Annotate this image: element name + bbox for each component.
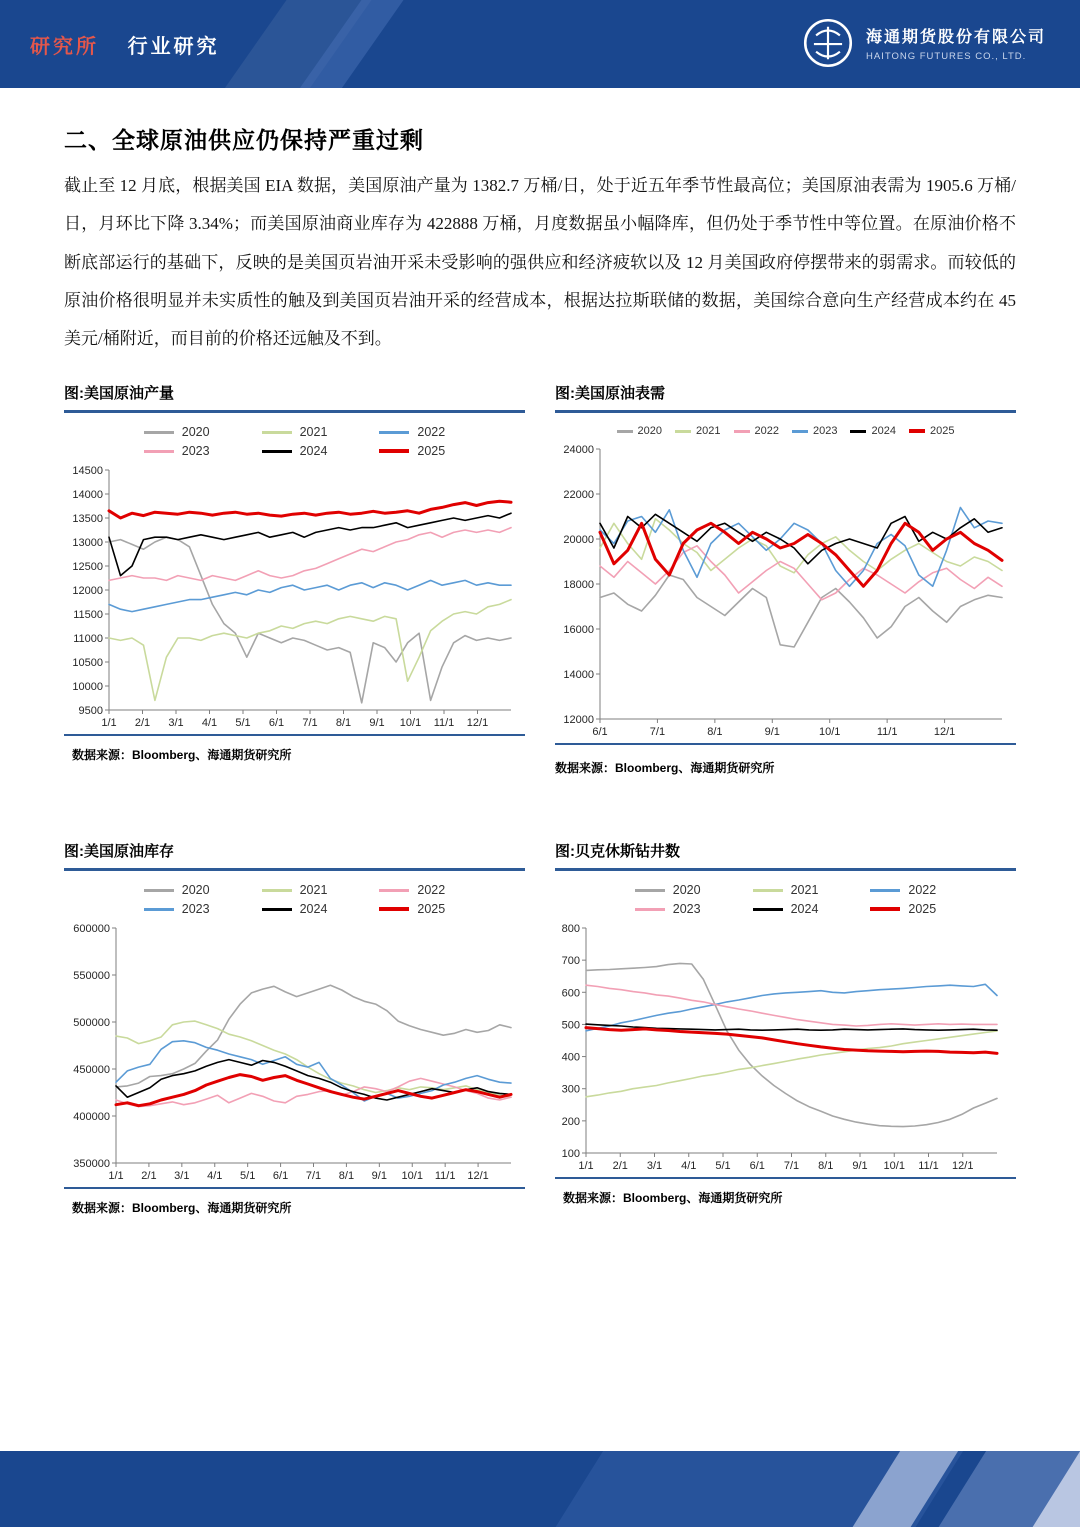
x-tick-label: 6/1	[592, 726, 608, 739]
series-line-2024	[109, 513, 511, 575]
x-tick-label: 3/1	[646, 1160, 663, 1173]
chart-block-production	[64, 382, 525, 776]
x-tick-label: 7/1	[302, 717, 318, 730]
main-content	[64, 88, 1016, 1216]
series-line-2022	[600, 546, 1002, 600]
x-tick-label: 11/1	[434, 1170, 456, 1183]
legend-swatch	[379, 907, 409, 911]
legend-swatch	[635, 889, 665, 892]
x-tick-label: 12/1	[952, 1160, 974, 1173]
line-chart-production	[64, 462, 519, 732]
x-tick-label: 4/1	[681, 1160, 697, 1173]
x-tick-label: 1/1	[578, 1160, 594, 1173]
legend-item-2020	[617, 425, 662, 437]
legend-label: 2025	[929, 425, 955, 438]
legend-item-2022	[379, 425, 445, 439]
legend-item-2023	[635, 902, 701, 916]
x-tick-label: 12/1	[467, 1170, 489, 1183]
legend-item-2023	[144, 902, 210, 916]
x-tick-label: 2/1	[134, 717, 151, 730]
header-left-labels	[30, 30, 220, 59]
chart-rule	[64, 734, 525, 736]
section-title: 二、全球原油供应仍保持严重过剩	[64, 127, 424, 153]
x-tick-label: 12/1	[466, 717, 489, 730]
series-line-2025	[109, 501, 511, 518]
chart-title: 图:贝克休斯钻井数	[555, 843, 680, 861]
legend-swatch	[617, 430, 633, 433]
legend-label: 2021	[299, 425, 328, 440]
source-note: 数据来源：Bloomberg、海通期货研究所	[555, 761, 775, 776]
x-tick-label: 7/1	[783, 1160, 800, 1173]
legend-item-2025	[379, 444, 445, 458]
chart-block-demand	[555, 382, 1016, 776]
company-name-en: HAITONG FUTURES CO., LTD.	[865, 51, 1027, 62]
industry-research-label: 行业研究	[127, 36, 220, 58]
legend-label: 2022	[908, 883, 937, 898]
body-paragraph: 截止至 12 月底，根据美国 EIA 数据，美国原油产量为 1382.7 万桶/日，处于近五年季节性最高位；美国原油表需为 1905.6 万桶/日，月环比下降 3.34%；而美国原油商业库存为 422888 万桶，月度数据虽小幅降库，但仍处于季节性中等位置。在原油价格不断底部运行的基础下，反映的是美国页岩油开采未受影响的强供应和经济疲软以及 12 月美国政府停摆带来的弱需求。而较低的原油价格很明显并未实质性的触及到美国页岩油开采的经营成本，根据达拉斯联储的数据，美国综合意向生产经营成本约在 45 美元/桶附近，而目前的价格还远触及不到。	[64, 176, 1016, 348]
legend-label: 2024	[299, 902, 328, 917]
legend-label: 2023	[672, 902, 701, 917]
x-tick-label: 1/1	[101, 717, 117, 730]
legend-row	[617, 425, 955, 437]
legend-swatch	[262, 908, 292, 911]
company-name-block	[866, 24, 1046, 62]
y-tick-label: 800	[561, 923, 580, 936]
legend-label: 2020	[637, 425, 663, 438]
source-note: 数据来源：Bloomberg、海通期货研究所	[563, 1191, 783, 1206]
legend-item-2021	[753, 883, 819, 897]
legend-swatch	[144, 889, 174, 892]
legend-swatch	[144, 450, 174, 453]
x-tick-label: 2/1	[612, 1160, 628, 1173]
title-rule	[555, 410, 1016, 413]
source-note: 数据来源：Bloomberg、海通期货研究所	[72, 748, 292, 763]
legend-label: 2023	[181, 444, 210, 459]
series-line-2020	[600, 575, 1002, 647]
legend-item-2024	[850, 425, 895, 437]
y-tick-label: 350000	[73, 1158, 110, 1171]
series-line-2020	[586, 964, 997, 1127]
y-tick-label: 12000	[72, 585, 103, 598]
y-tick-label: 14000	[563, 669, 594, 682]
x-tick-label: 11/1	[433, 717, 455, 730]
y-tick-label: 600000	[73, 923, 110, 936]
y-tick-label: 550000	[73, 970, 110, 983]
chart-rule	[64, 1187, 525, 1189]
legend-swatch	[734, 430, 750, 433]
legend-item-2024	[262, 444, 328, 458]
legend-swatch	[144, 431, 174, 434]
y-tick-label: 10000	[72, 681, 103, 694]
x-tick-label: 6/1	[268, 717, 285, 730]
legend-swatch	[909, 429, 925, 433]
legend-label: 2022	[417, 883, 446, 898]
legend-swatch	[262, 889, 292, 892]
y-tick-label: 20000	[563, 534, 594, 547]
x-tick-label: 6/1	[749, 1160, 765, 1173]
chart-block-inventory	[64, 840, 525, 1216]
y-tick-label: 500000	[73, 1017, 110, 1030]
source-note: 数据来源：Bloomberg、海通期货研究所	[72, 1201, 292, 1216]
line-chart-demand	[555, 441, 1010, 741]
x-tick-label: 7/1	[649, 726, 666, 739]
x-tick-label: 10/1	[399, 717, 422, 730]
legend-label: 2023	[181, 902, 210, 917]
legend-row	[144, 444, 445, 458]
y-tick-label: 11500	[73, 609, 103, 622]
y-tick-label: 700	[561, 955, 580, 968]
legend-label: 2024	[299, 444, 328, 459]
x-tick-label: 10/1	[883, 1160, 905, 1173]
x-tick-label: 7/1	[305, 1170, 322, 1183]
legend-label: 2021	[696, 425, 721, 438]
y-tick-label: 600	[561, 987, 580, 1000]
series-line-2023	[600, 508, 1002, 587]
legend-item-2024	[262, 902, 328, 916]
legend-row	[635, 883, 936, 897]
x-tick-label: 8/1	[338, 1170, 355, 1183]
legend-item-2023	[144, 444, 210, 458]
y-tick-label: 18000	[563, 579, 594, 592]
x-tick-label: 5/1	[715, 1160, 731, 1173]
x-tick-label: 3/1	[174, 1170, 190, 1183]
series-line-2023	[586, 985, 997, 1026]
y-tick-label: 10500	[72, 657, 103, 670]
legend-label: 2022	[754, 425, 779, 438]
title-rule	[64, 410, 525, 413]
chart-rule	[555, 743, 1016, 745]
x-tick-label: 10/1	[819, 726, 841, 739]
footer-bar	[0, 1451, 1080, 1527]
y-tick-label: 12000	[563, 714, 594, 727]
y-tick-label: 24000	[563, 444, 594, 457]
y-tick-label: 11000	[73, 633, 103, 646]
chart-legend	[64, 883, 525, 916]
legend-label: 2020	[672, 883, 701, 898]
legend-row	[635, 902, 936, 916]
legend-label: 2023	[813, 425, 838, 438]
legend-swatch	[379, 449, 409, 453]
x-tick-label: 5/1	[235, 717, 251, 730]
legend-swatch	[379, 431, 409, 434]
legend-swatch	[792, 430, 808, 433]
legend-label: 2025	[417, 444, 446, 459]
series-line-2021	[586, 1031, 997, 1097]
y-tick-label: 13000	[72, 537, 103, 550]
x-tick-label: 8/1	[818, 1160, 834, 1173]
y-tick-label: 9500	[78, 705, 103, 718]
legend-swatch	[870, 907, 900, 911]
legend-item-2021	[262, 425, 328, 439]
haitong-logo-icon	[802, 17, 854, 69]
x-tick-label: 9/1	[371, 1170, 387, 1183]
title-rule	[555, 868, 1016, 871]
legend-label: 2025	[417, 902, 446, 917]
x-tick-label: 6/1	[272, 1170, 289, 1183]
legend-swatch	[262, 450, 292, 453]
legend-swatch	[850, 430, 866, 433]
legend-swatch	[144, 908, 174, 911]
y-tick-label: 400000	[73, 1111, 110, 1124]
legend-item-2025	[870, 902, 936, 916]
series-line-2025	[586, 1028, 997, 1054]
legend-item-2023	[792, 425, 837, 437]
y-tick-label: 22000	[563, 489, 594, 502]
legend-item-2025	[379, 902, 445, 916]
x-tick-label: 5/1	[240, 1170, 256, 1183]
header-bar	[0, 0, 1080, 88]
chart-legend	[64, 425, 525, 458]
company-name-cn: 海通期货股份有限公司	[865, 29, 1046, 46]
x-tick-label: 4/1	[201, 717, 218, 730]
y-tick-label: 100	[561, 1148, 580, 1161]
y-tick-label: 13500	[72, 513, 103, 526]
chart-legend	[555, 425, 1016, 437]
legend-item-2020	[144, 883, 210, 897]
y-tick-label: 12500	[72, 561, 103, 574]
chart-rule	[555, 1177, 1016, 1179]
y-tick-label: 500	[561, 1019, 580, 1032]
legend-item-2025	[909, 425, 954, 437]
y-tick-label: 400	[561, 1051, 580, 1064]
legend-label: 2022	[417, 425, 446, 440]
x-tick-label: 11/1	[918, 1160, 939, 1173]
x-tick-label: 4/1	[207, 1170, 223, 1183]
chart-block-rig-count	[555, 840, 1016, 1216]
y-tick-label: 200	[561, 1116, 580, 1129]
chart-title: 图:美国原油产量	[64, 385, 174, 403]
x-tick-label: 9/1	[764, 726, 780, 739]
series-line-2025	[116, 1075, 511, 1106]
legend-row	[144, 425, 445, 439]
legend-swatch	[753, 908, 783, 911]
institute-label: 研究所	[30, 36, 99, 58]
line-chart-rig-count	[555, 920, 1005, 1175]
x-tick-label: 9/1	[852, 1160, 868, 1173]
x-tick-label: 2/1	[141, 1170, 157, 1183]
x-tick-label: 1/1	[108, 1170, 124, 1183]
y-tick-label: 450000	[73, 1064, 110, 1077]
legend-label: 2025	[908, 902, 937, 917]
legend-item-2022	[870, 883, 936, 897]
legend-swatch	[262, 431, 292, 434]
legend-swatch	[675, 430, 691, 433]
series-line-2020	[116, 986, 511, 1088]
chart-title: 图:美国原油库存	[64, 843, 174, 861]
charts-grid	[64, 382, 1016, 1216]
legend-label: 2021	[790, 883, 819, 898]
legend-swatch	[870, 889, 900, 892]
legend-swatch	[635, 908, 665, 911]
chart-legend	[555, 883, 1016, 916]
y-tick-label: 14500	[72, 465, 103, 478]
company-brand	[802, 17, 1046, 69]
x-tick-label: 8/1	[707, 726, 723, 739]
x-tick-label: 9/1	[369, 717, 385, 730]
legend-item-2021	[262, 883, 328, 897]
legend-row	[144, 902, 445, 916]
legend-item-2022	[379, 883, 445, 897]
y-tick-label: 300	[561, 1083, 580, 1096]
legend-row	[144, 883, 445, 897]
x-tick-label: 3/1	[168, 717, 184, 730]
x-tick-label: 8/1	[335, 717, 352, 730]
legend-item-2022	[734, 425, 779, 437]
legend-item-2020	[635, 883, 701, 897]
legend-label: 2021	[299, 883, 328, 898]
legend-item-2020	[144, 425, 210, 439]
y-tick-label: 14000	[72, 489, 103, 502]
legend-label: 2024	[871, 425, 896, 438]
legend-label: 2020	[181, 425, 210, 440]
legend-item-2021	[675, 425, 720, 437]
legend-swatch	[753, 889, 783, 892]
legend-label: 2020	[181, 883, 210, 898]
x-tick-label: 10/1	[401, 1170, 423, 1183]
legend-label: 2024	[790, 902, 819, 917]
series-line-2020	[109, 537, 511, 703]
y-tick-label: 16000	[563, 624, 594, 637]
series-line-2022	[109, 581, 511, 612]
legend-swatch	[379, 889, 409, 892]
title-rule	[64, 868, 525, 871]
x-tick-label: 12/1	[933, 726, 956, 739]
x-tick-label: 11/1	[876, 726, 898, 739]
line-chart-inventory	[64, 920, 519, 1185]
chart-title: 图:美国原油表需	[555, 385, 665, 403]
legend-item-2024	[753, 902, 819, 916]
